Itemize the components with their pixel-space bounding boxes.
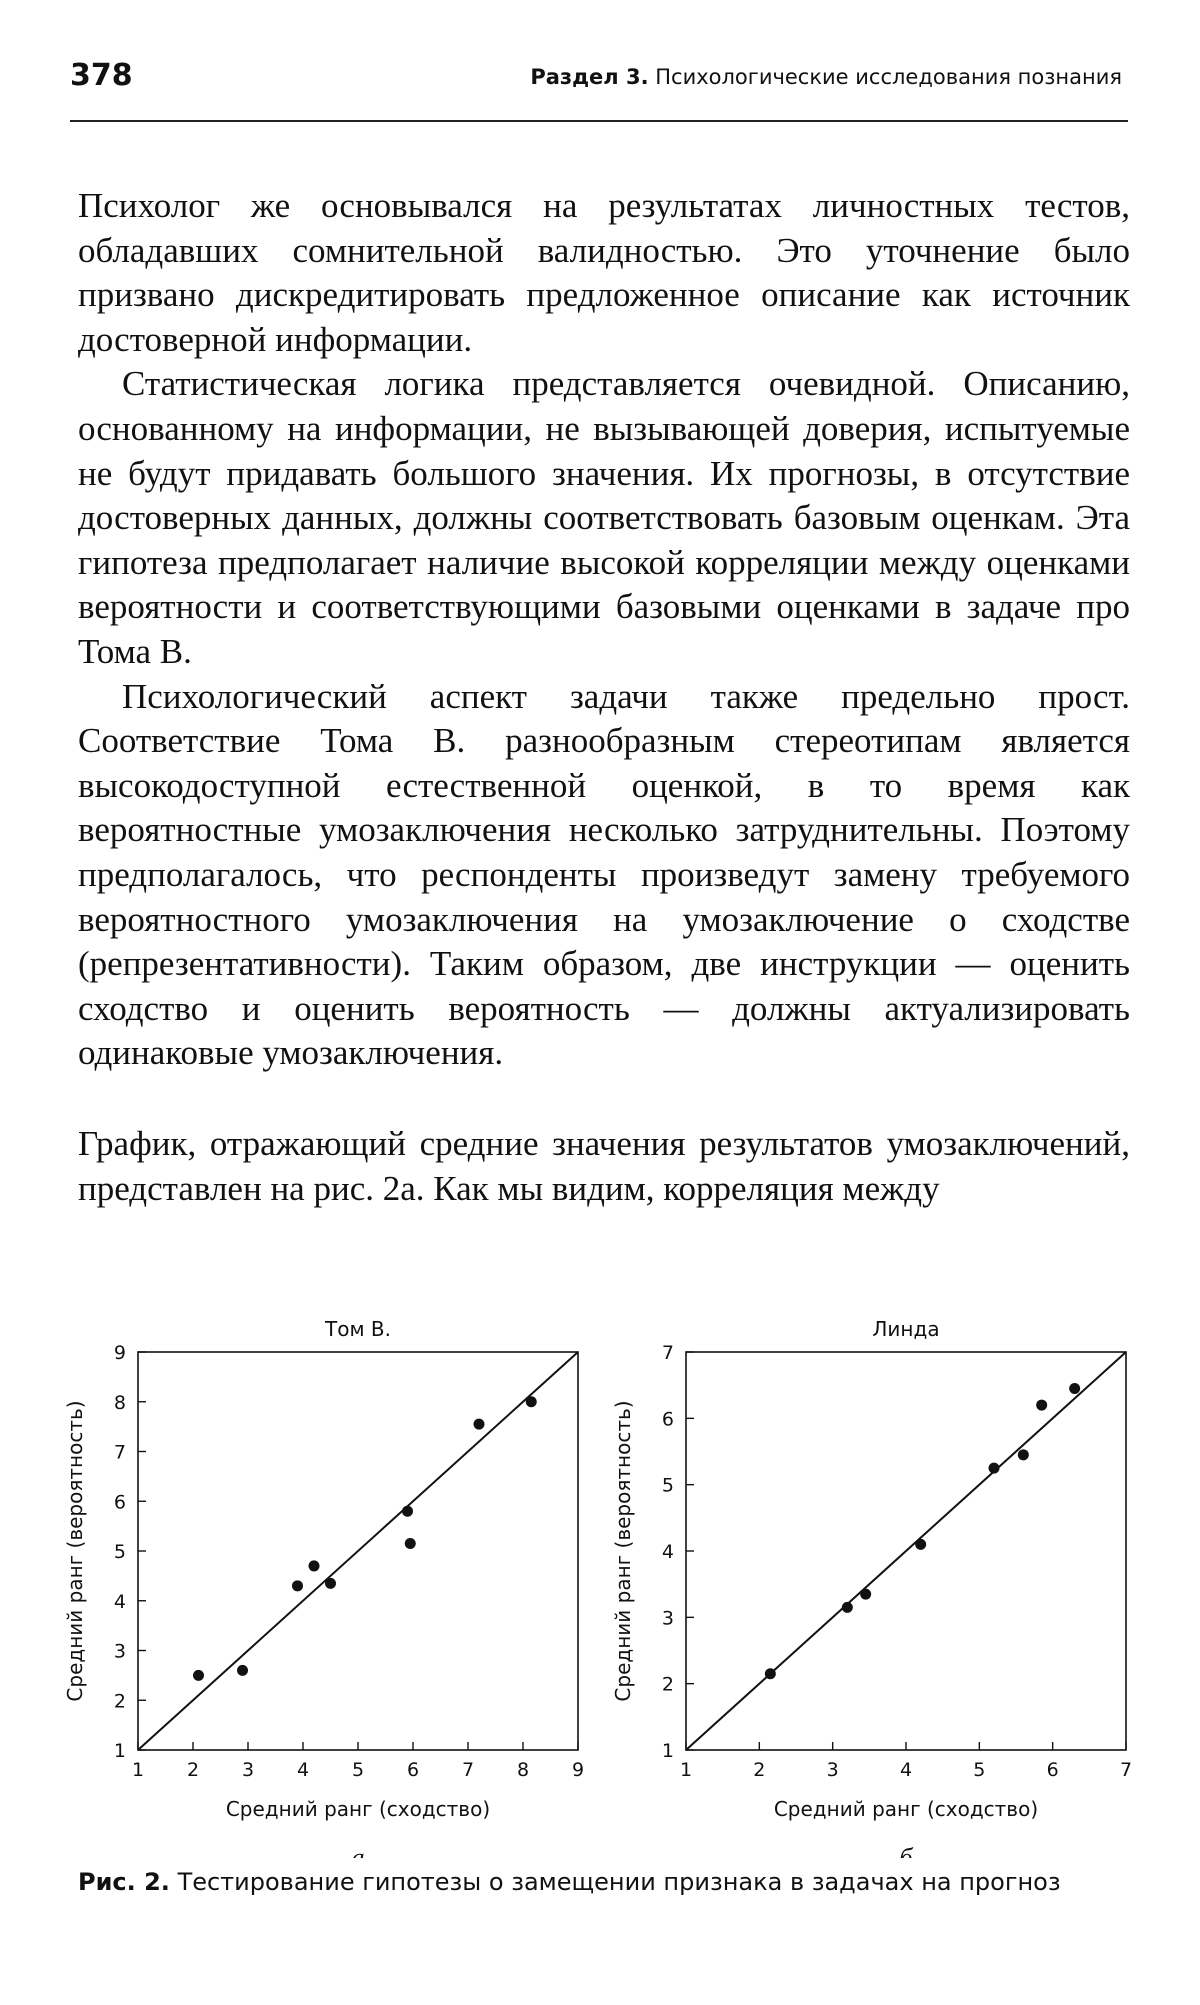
chartb-fit-line [686, 1352, 1126, 1750]
chartb-x-tick-label: 6 [1047, 1759, 1059, 1781]
running-header [70, 58, 1122, 98]
section-title: Психологические исследования познания [655, 65, 1122, 89]
chartb-x-tick-label: 1 [680, 1759, 692, 1781]
charta-data-point [237, 1665, 248, 1676]
chartb-data-point [765, 1668, 776, 1679]
chartb-data-point [842, 1602, 853, 1613]
figure-caption [78, 1868, 1138, 1896]
chartb-x-tick-label: 3 [827, 1759, 839, 1781]
charta-x-tick-label: 4 [297, 1759, 309, 1781]
chartb-data-point [989, 1463, 1000, 1474]
charta-data-point [474, 1419, 485, 1430]
paragraph-4: График, отражающий средние значения результатов умозаключений, представлен на рис. 2а. Как мы видим, корреляция между [78, 1122, 1130, 1211]
charta-y-tick-label: 5 [114, 1541, 126, 1563]
chartb-x-axis-label: Средний ранг (сходство) [774, 1797, 1038, 1821]
charta-x-tick-label: 9 [572, 1759, 584, 1781]
charta-x-tick-label: 2 [187, 1759, 199, 1781]
chartb-x-tick-label: 5 [973, 1759, 985, 1781]
charta-y-tick-label: 9 [114, 1342, 126, 1364]
charta-y-axis-label: Средний ранг (вероятность) [63, 1400, 87, 1701]
chartb-x-tick-label: 4 [900, 1759, 912, 1781]
charta-panel-label: а [352, 1843, 365, 1858]
paragraph-1: Психолог же основывался на результатах личностных тестов, обладавших сомнительной валидностью. Это уточнение было призвано дискредитировать предложенное описание как источник достоверной информации. [78, 184, 1130, 362]
chartb-data-point [1069, 1383, 1080, 1394]
charta-y-tick-label: 8 [114, 1392, 126, 1414]
charta-x-tick-label: 1 [132, 1759, 144, 1781]
charta-data-point [309, 1560, 320, 1571]
section-label: Раздел 3. [530, 65, 648, 89]
paragraph-2: Статистическая логика представляется очевидной. Описанию, основанному на информации, не вызывающей доверия, испытуемые не будут придавать большого значения. Их прогнозы, в отсутствие достоверных данных, должны соответствовать базовым оценкам. Эта гипотеза предполагает наличие высокой корреляции между оценками вероятности и соответствующими базовыми оценками в задаче про Тома В. [78, 362, 1130, 674]
chartb-x-tick-label: 7 [1120, 1759, 1132, 1781]
charta-x-axis-label: Средний ранг (сходство) [226, 1797, 490, 1821]
figure-caption-text: Тестирование гипотезы о замещении признака в задачах на прогноз [178, 1868, 1061, 1896]
chartb-y-tick-label: 6 [662, 1408, 674, 1430]
chart-tom-v [60, 1298, 600, 1858]
chartb-data-point [1018, 1449, 1029, 1460]
charta-data-point [292, 1580, 303, 1591]
body-text-top [78, 184, 1130, 1076]
charta-data-point [325, 1578, 336, 1589]
chartb-y-tick-label: 7 [662, 1342, 674, 1364]
charta-y-tick-label: 1 [114, 1740, 126, 1762]
charta-x-tick-label: 6 [407, 1759, 419, 1781]
charta-y-tick-label: 2 [114, 1690, 126, 1712]
charta-fit-line [138, 1352, 578, 1750]
charta-data-point [402, 1506, 413, 1517]
charta-x-tick-label: 7 [462, 1759, 474, 1781]
charta-x-tick-label: 3 [242, 1759, 254, 1781]
body-text-bottom [78, 1122, 1130, 1211]
running-head [530, 65, 1122, 89]
chartb-data-point [1036, 1400, 1047, 1411]
charta-title: Том В. [324, 1317, 391, 1341]
charta-y-tick-label: 6 [114, 1491, 126, 1513]
charta-x-tick-label: 5 [352, 1759, 364, 1781]
chartb-y-tick-label: 3 [662, 1607, 674, 1629]
chart-linda [608, 1298, 1148, 1858]
chartb-y-tick-label: 5 [662, 1475, 674, 1497]
chartb-data-point [915, 1539, 926, 1550]
charta-data-point [193, 1670, 204, 1681]
paragraph-3: Психологический аспект задачи также предельно прост. Соответствие Тома В. разнообразным стереотипам является высокодоступной естественной оценкой, в то время как вероятностные умозаключения несколько затруднительны. Поэтому предполагалось, что респонденты произведут замену требуемого вероятностного умозаключения на умозаключение о сходстве (репрезентативности). Таким образом, две инструкции — оценить сходство и оценить вероятность — должны актуализировать одинаковые умозаключения. [78, 675, 1130, 1076]
charta-x-tick-label: 8 [517, 1759, 529, 1781]
chartb-data-point [860, 1589, 871, 1600]
header-rule [70, 120, 1128, 122]
chartb-x-tick-label: 2 [753, 1759, 765, 1781]
chartb-y-tick-label: 1 [662, 1740, 674, 1762]
chartb-title: Линда [872, 1317, 939, 1341]
chartb-panel-label: б [899, 1843, 913, 1858]
page-number: 378 [70, 58, 133, 93]
charta-y-tick-label: 7 [114, 1442, 126, 1464]
charta-y-tick-label: 4 [114, 1591, 126, 1613]
charta-data-point [405, 1538, 416, 1549]
charta-data-point [526, 1396, 537, 1407]
charta-y-tick-label: 3 [114, 1641, 126, 1663]
chartb-y-axis-label: Средний ранг (вероятность) [611, 1400, 635, 1701]
figure-label: Рис. 2. [78, 1868, 170, 1896]
chartb-y-tick-label: 2 [662, 1674, 674, 1696]
chartb-y-tick-label: 4 [662, 1541, 674, 1563]
